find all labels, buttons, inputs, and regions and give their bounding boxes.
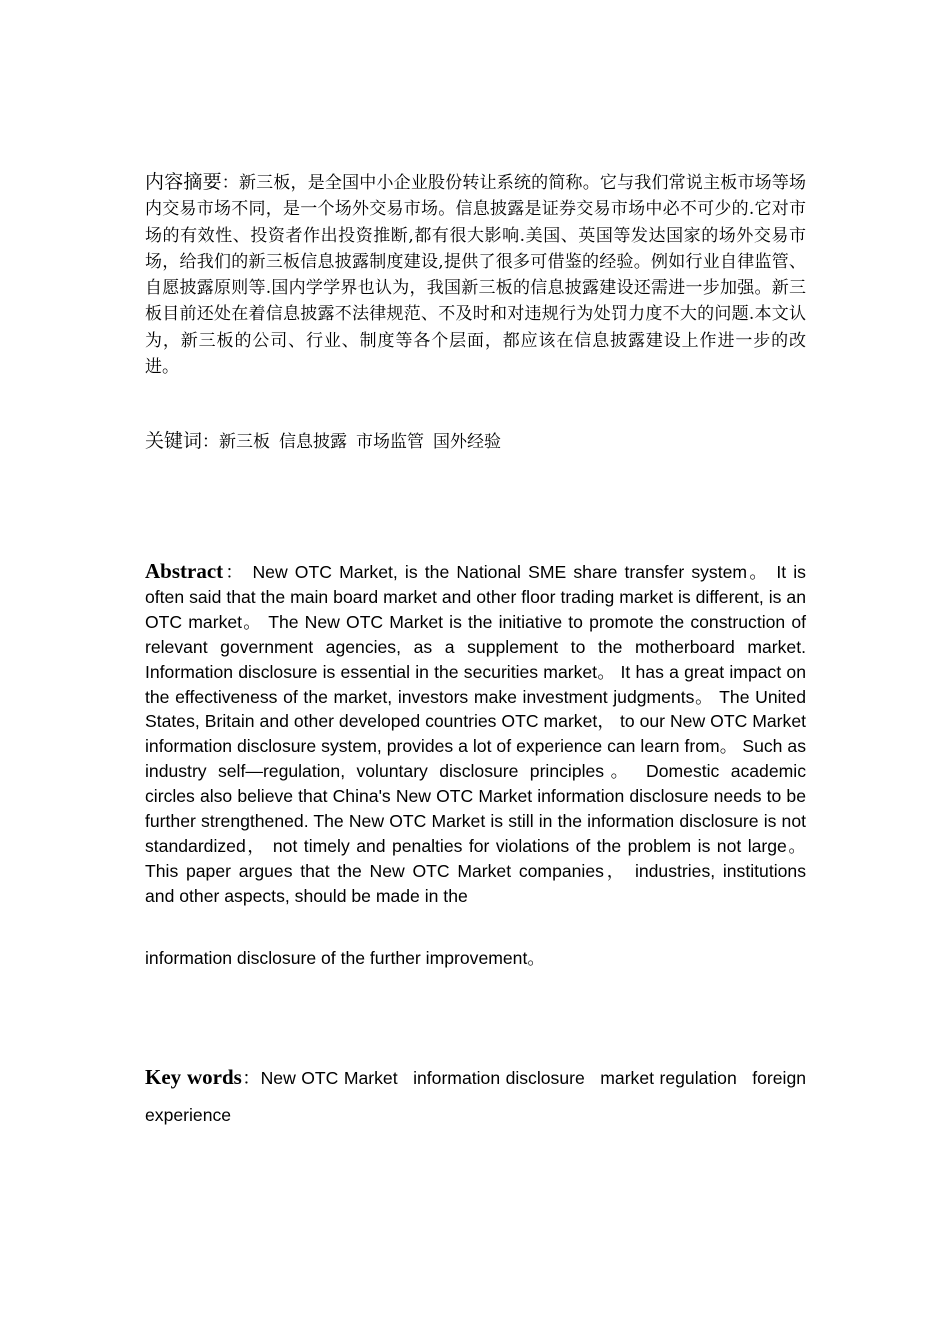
english-abstract-colon: ： (223, 562, 246, 582)
chinese-keyword: 信息披露 (279, 432, 348, 452)
english-keyword: New OTC Market (260, 1068, 398, 1088)
english-abstract (145, 559, 806, 909)
chinese-keyword: 新三板 (219, 432, 271, 452)
english-abstract-body: New OTC Market, is the National SME share transfer system。 It is often said that the main board market and other floor trading market is different, is an OTC market。 The New OTC Market is the initiative to promote the construction of relevant government agencies, as a supplement to the motherboard market. Information disclosure is essential in the securities market。 It has a great impact on the effectiveness of the market, investors make investment judgments。 The United States, Britain and other developed countries OTC market， to our New OTC Market information disclosure system, provides a lot of experience can learn from。 Such as industry self—regulation, voluntary disclosure principles。 Domestic academic circles also believe that China's New OTC Market information disclosure needs to be further strengthened. The New OTC Market is still in the information disclosure is not standardized， not timely and penalties for violations of the problem is not large。 This paper argues that the New OTC Market companies， industries, institutions and other aspects, should be made in the (145, 562, 806, 906)
english-keywords (145, 1059, 806, 1134)
english-keywords-colon: ： (241, 1068, 261, 1088)
english-keyword: information disclosure (413, 1068, 585, 1088)
chinese-keywords (145, 428, 806, 455)
chinese-abstract (145, 169, 806, 380)
english-abstract-last-line: information disclosure of the further improvement。 (145, 948, 545, 968)
chinese-keywords-label: 关键词 (145, 430, 203, 452)
chinese-abstract-colon: ： (221, 173, 239, 193)
chinese-abstract-label: 内容摘要 (145, 171, 222, 193)
english-keyword: market regulation (600, 1068, 737, 1088)
english-keywords-label: Key words (145, 1065, 242, 1089)
chinese-keywords-colon: ： (202, 432, 220, 452)
english-keyword: foreign experience (145, 1068, 807, 1125)
chinese-keyword: 国外经验 (433, 432, 502, 452)
chinese-abstract-body: 新三板，是全国中小企业股份转让系统的简称。它与我们常说主板市场等场内交易市场不同，是一个场外交易市场。信息披露是证券交易市场中必不可少的.它对市场的有效性、投资者作出投资推断,都有很大影响.美国、英国等发达国家的场外交易市场，给我们的新三板信息披露制度建设,提供了很多可借鉴的经验。例如行业自律监管、自愿披露原则等.国内学学界也认为，我国新三板的信息披露建设还需进一步加强。新三板目前还处在着信息披露不法律规范、不及时和对违规行为处罚力度不大的问题.本文认为，新三板的公司、行业、制度等各个层面，都应该在信息披露建设上作进一步的改进。 (145, 173, 807, 378)
english-abstract-label: Abstract (145, 559, 224, 583)
chinese-keyword: 市场监管 (356, 432, 425, 452)
